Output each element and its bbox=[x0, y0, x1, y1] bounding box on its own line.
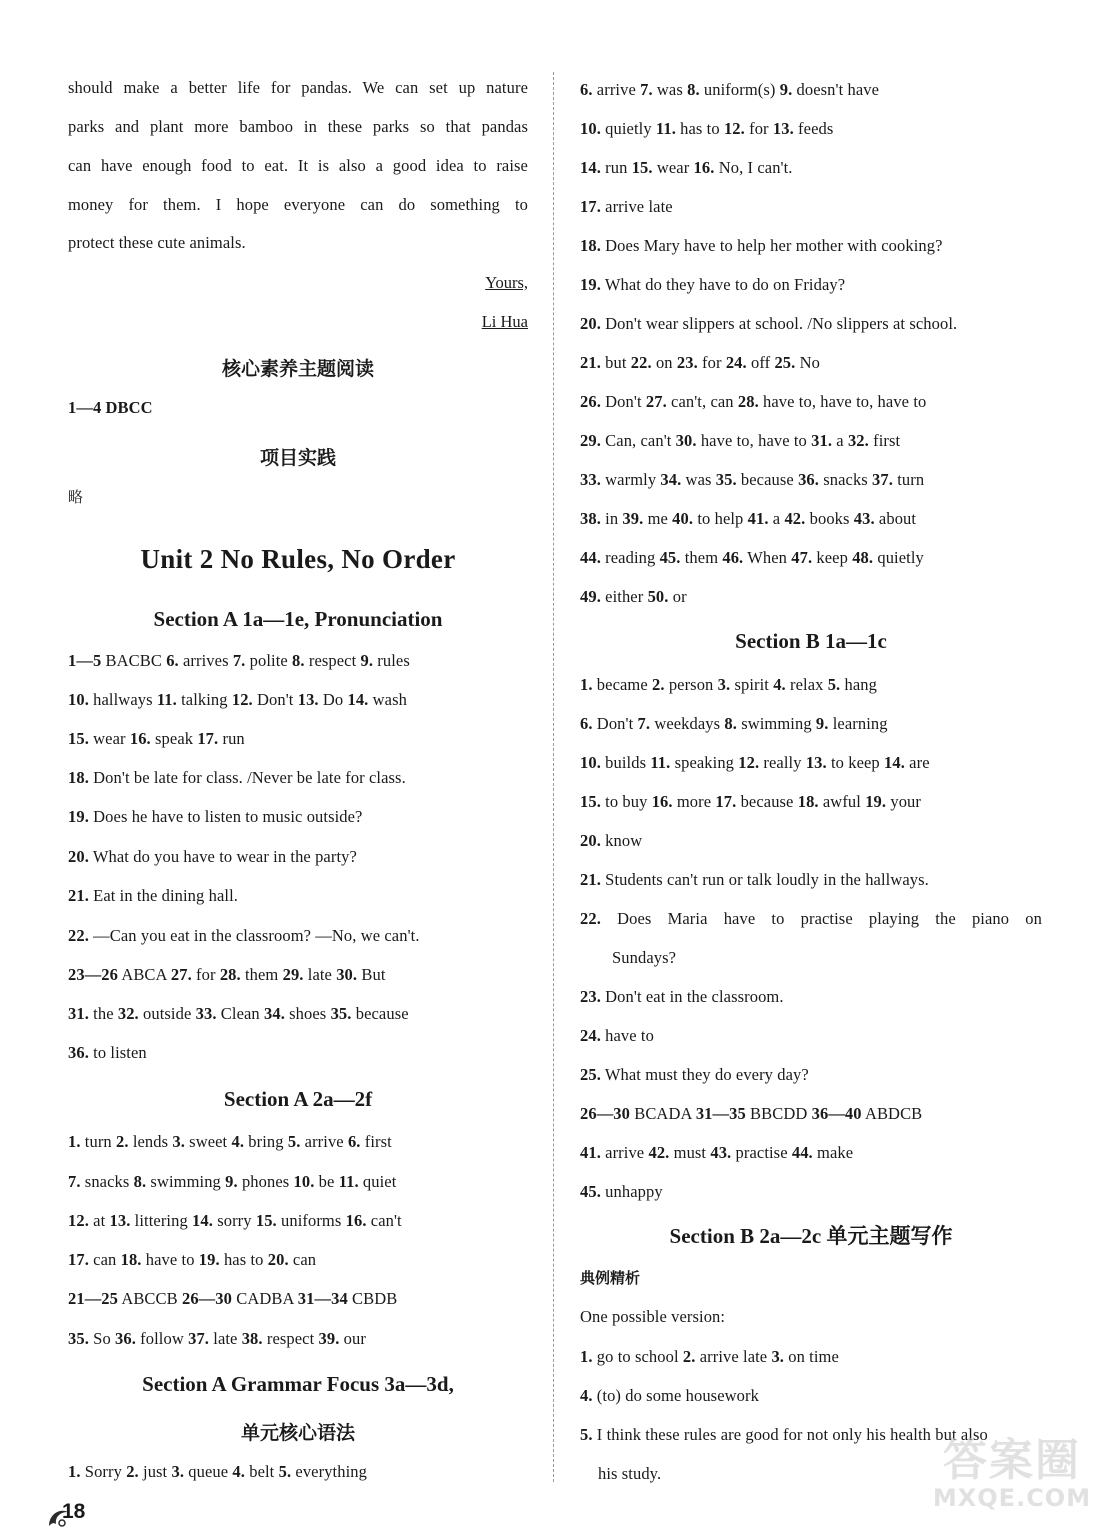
answer-line: 41. arrive 42. must 43. practise 44. make bbox=[580, 1143, 854, 1162]
answer-line: 21. Eat in the dining hall. bbox=[68, 886, 238, 905]
letter-line: protect these cute animals. bbox=[68, 233, 246, 252]
answer-line: 38. in 39. me 40. to help 41. a 42. books 43. about bbox=[580, 509, 917, 528]
section-heading: Section A 1a—1e, Pronunciation bbox=[153, 607, 443, 631]
answer-line: One possible version: bbox=[580, 1307, 726, 1326]
answer-line: 23. Don't eat in the classroom. bbox=[580, 987, 784, 1006]
answer-line: 18. Don't be late for class. /Never be late for class. bbox=[68, 768, 406, 787]
project-heading: 项目实践 bbox=[259, 447, 336, 469]
page-number: 18 bbox=[62, 1500, 86, 1523]
section-subheading: 典例精析 bbox=[580, 1269, 641, 1287]
answer-line: 7. snacks 8. swimming 9. phones 10. be 11. quiet bbox=[68, 1172, 397, 1191]
answer-line: 31. the 32. outside 33. Clean 34. shoes 35. because bbox=[68, 1004, 409, 1023]
letter-line: money for them. I hope everyone can do something to bbox=[68, 195, 528, 214]
letter-line: can have enough food to eat. It is also a good idea to raise bbox=[68, 156, 528, 175]
answer-line: 21. but 22. on 23. for 24. off 25. No bbox=[580, 353, 820, 372]
section-heading: Section A 2a—2f bbox=[223, 1087, 373, 1111]
answer-line: 5. I think these rules are good for not only his health but also bbox=[580, 1425, 988, 1444]
answer-line: 21—25 ABCCB 26—30 CADBA 31—34 CBDB bbox=[68, 1289, 398, 1308]
watermark bbox=[924, 1420, 1100, 1524]
answer-line: 1. go to school 2. arrive late 3. on time bbox=[580, 1347, 839, 1366]
answer-line: 17. arrive late bbox=[580, 197, 673, 216]
answer-line: 19. Does he have to listen to music outside? bbox=[68, 807, 363, 826]
answer-line: 15. wear 16. speak 17. run bbox=[68, 729, 245, 748]
answer-line: 49. either 50. or bbox=[580, 587, 687, 606]
section-heading: Section A Grammar Focus 3a—3d, bbox=[142, 1372, 454, 1396]
answer-line: 22. Does Maria have to practise playing the piano on bbox=[580, 909, 1042, 928]
watermark-en: MXQE.COM bbox=[932, 1484, 1092, 1512]
answer-line: 33. warmly 34. was 35. because 36. snacks 37. turn bbox=[580, 470, 925, 489]
answer-line: 12. at 13. littering 14. sorry 15. uniforms 16. can't bbox=[68, 1211, 402, 1230]
project-answer: 略 bbox=[68, 488, 84, 506]
answer-line: 4. (to) do some housework bbox=[580, 1386, 759, 1405]
answer-line: 15. to buy 16. more 17. because 18. awful 19. your bbox=[580, 792, 921, 811]
section-heading: Section B 1a—1c bbox=[735, 629, 887, 653]
answer-line: 26. Don't 27. can't, can 28. have to, have to, have to bbox=[580, 392, 927, 411]
answer-line: 26—30 BCADA 31—35 BBCDD 36—40 ABDCB bbox=[580, 1104, 923, 1123]
letter-closing: Yours, bbox=[485, 273, 528, 292]
answer-line: 1. Sorry 2. just 3. queue 4. belt 5. everything bbox=[68, 1462, 367, 1481]
answer-line: 29. Can, can't 30. have to, have to 31. a 32. first bbox=[580, 431, 901, 450]
answer-line: 36. to listen bbox=[68, 1043, 147, 1062]
section-subheading: 单元核心语法 bbox=[240, 1422, 355, 1444]
answer-line: 10. hallways 11. talking 12. Don't 13. Do 14. wash bbox=[68, 690, 407, 709]
answer-line: 14. run 15. wear 16. No, I can't. bbox=[580, 158, 793, 177]
section-heading: Section B 2a—2c 单元主题写作 bbox=[669, 1224, 953, 1248]
answer-line-continued: Sundays? bbox=[612, 948, 677, 967]
answer-line: 20. Don't wear slippers at school. /No slippers at school. bbox=[580, 314, 958, 333]
watermark-cn: 答案圈 bbox=[943, 1435, 1081, 1486]
answer-line: 24. have to bbox=[580, 1026, 654, 1045]
column-divider bbox=[553, 72, 554, 1482]
answer-line-continued: his study. bbox=[598, 1464, 662, 1483]
core-reading-answer: 1—4 DBCC bbox=[68, 398, 153, 417]
answer-line: 23—26 ABCA 27. for 28. them 29. late 30. But bbox=[68, 965, 386, 984]
answer-line: 18. Does Mary have to help her mother with cooking? bbox=[580, 236, 943, 255]
answer-line: 1. became 2. person 3. spirit 4. relax 5. hang bbox=[580, 675, 877, 694]
unit-title: Unit 2 No Rules, No Order bbox=[140, 544, 456, 574]
letter-signature: Li Hua bbox=[481, 312, 528, 331]
answer-line: 1. turn 2. lends 3. sweet 4. bring 5. arrive 6. first bbox=[68, 1132, 392, 1151]
answer-line: 44. reading 45. them 46. When 47. keep 48. quietly bbox=[580, 548, 924, 567]
answer-line: 17. can 18. have to 19. has to 20. can bbox=[68, 1250, 317, 1269]
answer-line: 1—5 BACBC 6. arrives 7. polite 8. respect 9. rules bbox=[68, 651, 410, 670]
answer-line: 19. What do they have to do on Friday? bbox=[580, 275, 846, 294]
answer-line: 25. What must they do every day? bbox=[580, 1065, 809, 1084]
answer-line: 45. unhappy bbox=[580, 1182, 663, 1201]
letter-line: should make a better life for pandas. We can set up nature bbox=[68, 78, 528, 97]
answer-line: 6. Don't 7. weekdays 8. swimming 9. learning bbox=[580, 714, 888, 733]
answer-line: 10. quietly 11. has to 12. for 13. feeds bbox=[580, 119, 834, 138]
letter-line: parks and plant more bamboo in these parks so that pandas bbox=[68, 117, 528, 136]
answer-line: 35. So 36. follow 37. late 38. respect 39. our bbox=[68, 1329, 366, 1348]
answer-line: 10. builds 11. speaking 12. really 13. to keep 14. are bbox=[580, 753, 930, 772]
answer-line: 6. arrive 7. was 8. uniform(s) 9. doesn't have bbox=[580, 80, 880, 99]
core-reading-heading: 核心素养主题阅读 bbox=[221, 358, 374, 380]
answer-line: 20. know bbox=[580, 831, 643, 850]
answer-line: 22. —Can you eat in the classroom? —No, we can't. bbox=[68, 926, 420, 945]
answer-line: 21. Students can't run or talk loudly in the hallways. bbox=[580, 870, 929, 889]
answer-line: 20. What do you have to wear in the party? bbox=[68, 847, 357, 866]
